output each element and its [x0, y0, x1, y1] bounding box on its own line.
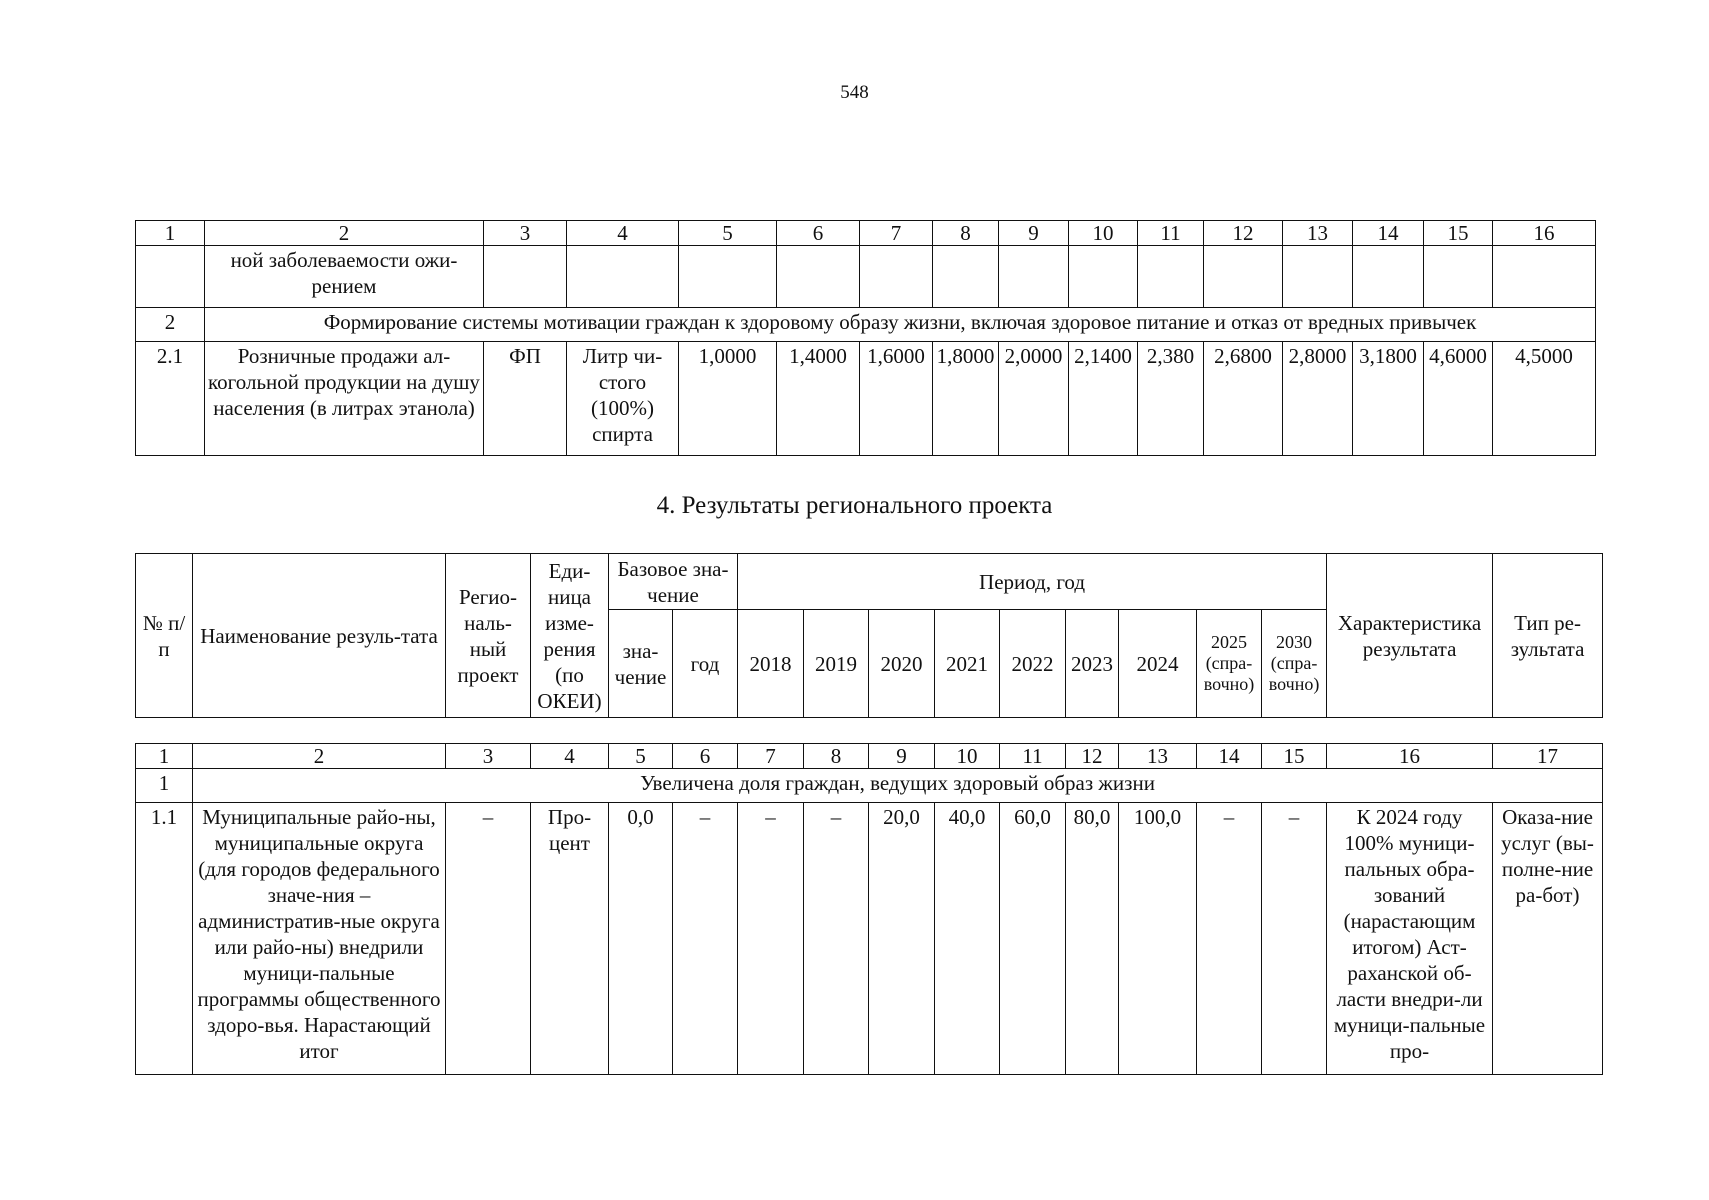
col-number: 2 — [205, 221, 484, 246]
col-number: 9 — [869, 744, 935, 769]
col-number: 1 — [136, 221, 205, 246]
col-number: 1 — [136, 744, 193, 769]
header-result-type: Тип ре-зультата — [1493, 554, 1603, 718]
col-number: 12 — [1066, 744, 1119, 769]
header-project: Регио-наль-ный проект — [446, 554, 531, 718]
col-number: 5 — [609, 744, 673, 769]
value-cell: 4,5000 — [1493, 342, 1596, 456]
header-number: № п/п — [136, 554, 193, 718]
col-number: 14 — [1197, 744, 1262, 769]
col-number: 3 — [446, 744, 531, 769]
header-year: 2020 — [869, 610, 935, 718]
value-cell: 2,1400 — [1069, 342, 1138, 456]
result-project: – — [446, 803, 531, 1075]
col-number: 5 — [679, 221, 777, 246]
col-number: 6 — [673, 744, 738, 769]
table-row — [136, 342, 1596, 456]
value-cell: 3,1800 — [1353, 342, 1424, 456]
col-number: 14 — [1353, 221, 1424, 246]
indicator-name-cont: ной заболеваемости ожи-рением — [205, 246, 484, 308]
base-value: 0,0 — [609, 803, 673, 1075]
indicators-table-continuation — [135, 220, 1596, 456]
section-number: 2 — [136, 308, 205, 342]
value-cell: 2,380 — [1138, 342, 1204, 456]
results-table-header — [135, 553, 1603, 718]
value-cell: 100,0 — [1119, 803, 1197, 1075]
value-cell: 2,6800 — [1204, 342, 1283, 456]
value-cell: 2,0000 — [999, 342, 1069, 456]
value-cell: – — [1262, 803, 1327, 1075]
col-number: 13 — [1283, 221, 1353, 246]
result-characteristic: К 2024 году 100% муници-пальных обра-зований (нарастающим итогом) Аст-раханской об-ласти внедри-ли муници-пальные про- — [1327, 803, 1493, 1075]
header-characteristic: Характеристика результата — [1327, 554, 1493, 718]
row-number: 2.1 — [136, 342, 205, 456]
header-base: Базовое зна-чение — [609, 554, 738, 610]
header-name: Наименование резуль-тата — [193, 554, 446, 718]
col-number: 11 — [1000, 744, 1066, 769]
value-cell: 1,6000 — [860, 342, 933, 456]
col-number: 11 — [1138, 221, 1204, 246]
section-heading: 4. Результаты регионального проекта — [656, 492, 1053, 519]
results-table-body — [135, 743, 1603, 1075]
section-title: Формирование системы мотивации граждан к здоровому образу жизни, включая здоровое питание и отказ от вредных привычек — [205, 308, 1596, 342]
col-number: 4 — [567, 221, 679, 246]
value-cell: 2,8000 — [1283, 342, 1353, 456]
col-number: 9 — [999, 221, 1069, 246]
col-number: 4 — [531, 744, 609, 769]
col-number: 2 — [193, 744, 446, 769]
col-number: 3 — [484, 221, 567, 246]
page-number: 548 — [840, 82, 869, 103]
section-number: 1 — [136, 769, 193, 803]
header-period: Период, год — [738, 554, 1327, 610]
result-name: Муниципальные райо-ны, муниципальные округа (для городов федерального значе-ния – административ-ные округа или райо-ны) внедрили муници-пальные программы общественного здоро-вья. Нарастающий итог — [193, 803, 446, 1075]
header-year: 2024 — [1119, 610, 1197, 718]
header-base-value: зна-чение — [609, 610, 673, 718]
value-cell: 20,0 — [869, 803, 935, 1075]
result-unit: Про-цент — [531, 803, 609, 1075]
col-number: 15 — [1424, 221, 1493, 246]
col-number: 6 — [777, 221, 860, 246]
col-number: 16 — [1493, 221, 1596, 246]
indicator-name: Розничные продажи ал-когольной продукции на душу населения (в литрах этанола) — [205, 342, 484, 456]
col-number: 8 — [804, 744, 869, 769]
value-cell: 40,0 — [935, 803, 1000, 1075]
header-base-year: год — [673, 610, 738, 718]
header-year: 2019 — [804, 610, 869, 718]
value-cell: 4,6000 — [1424, 342, 1493, 456]
col-number: 7 — [860, 221, 933, 246]
col-number: 12 — [1204, 221, 1283, 246]
col-number: 7 — [738, 744, 804, 769]
column-number-row — [136, 744, 1603, 769]
value-cell: 1,0000 — [679, 342, 777, 456]
header-year-2025: 2025 (спра-вочно) — [1197, 610, 1262, 718]
section-row — [136, 308, 1596, 342]
row-number: 1.1 — [136, 803, 193, 1075]
col-number: 10 — [1069, 221, 1138, 246]
col-number: 10 — [935, 744, 1000, 769]
base-year: – — [673, 803, 738, 1075]
result-type: Оказа-ние услуг (вы-полне-ние ра-бот) — [1493, 803, 1603, 1075]
col-number: 16 — [1327, 744, 1493, 769]
column-number-row — [136, 221, 1596, 246]
value-cell: 60,0 — [1000, 803, 1066, 1075]
indicator-type: ФП — [484, 342, 567, 456]
header-year: 2023 — [1066, 610, 1119, 718]
header-year-2030: 2030 (спра-вочно) — [1262, 610, 1327, 718]
value-cell: 1,4000 — [777, 342, 860, 456]
header-year: 2018 — [738, 610, 804, 718]
indicator-unit: Литр чи-стого (100%) спирта — [567, 342, 679, 456]
value-cell: 80,0 — [1066, 803, 1119, 1075]
table-row — [136, 803, 1603, 1075]
header-year: 2022 — [1000, 610, 1066, 718]
section-row — [136, 769, 1603, 803]
value-cell: 1,8000 — [933, 342, 999, 456]
header-year: 2021 — [935, 610, 1000, 718]
col-number: 15 — [1262, 744, 1327, 769]
value-cell: – — [804, 803, 869, 1075]
value-cell: – — [738, 803, 804, 1075]
table-row — [136, 246, 1596, 308]
col-number: 17 — [1493, 744, 1603, 769]
header-unit: Еди-ница изме-рения (по ОКЕИ) — [531, 554, 609, 718]
col-number: 8 — [933, 221, 999, 246]
col-number: 13 — [1119, 744, 1197, 769]
value-cell: – — [1197, 803, 1262, 1075]
section-title: Увеличена доля граждан, ведущих здоровый образ жизни — [193, 769, 1603, 803]
